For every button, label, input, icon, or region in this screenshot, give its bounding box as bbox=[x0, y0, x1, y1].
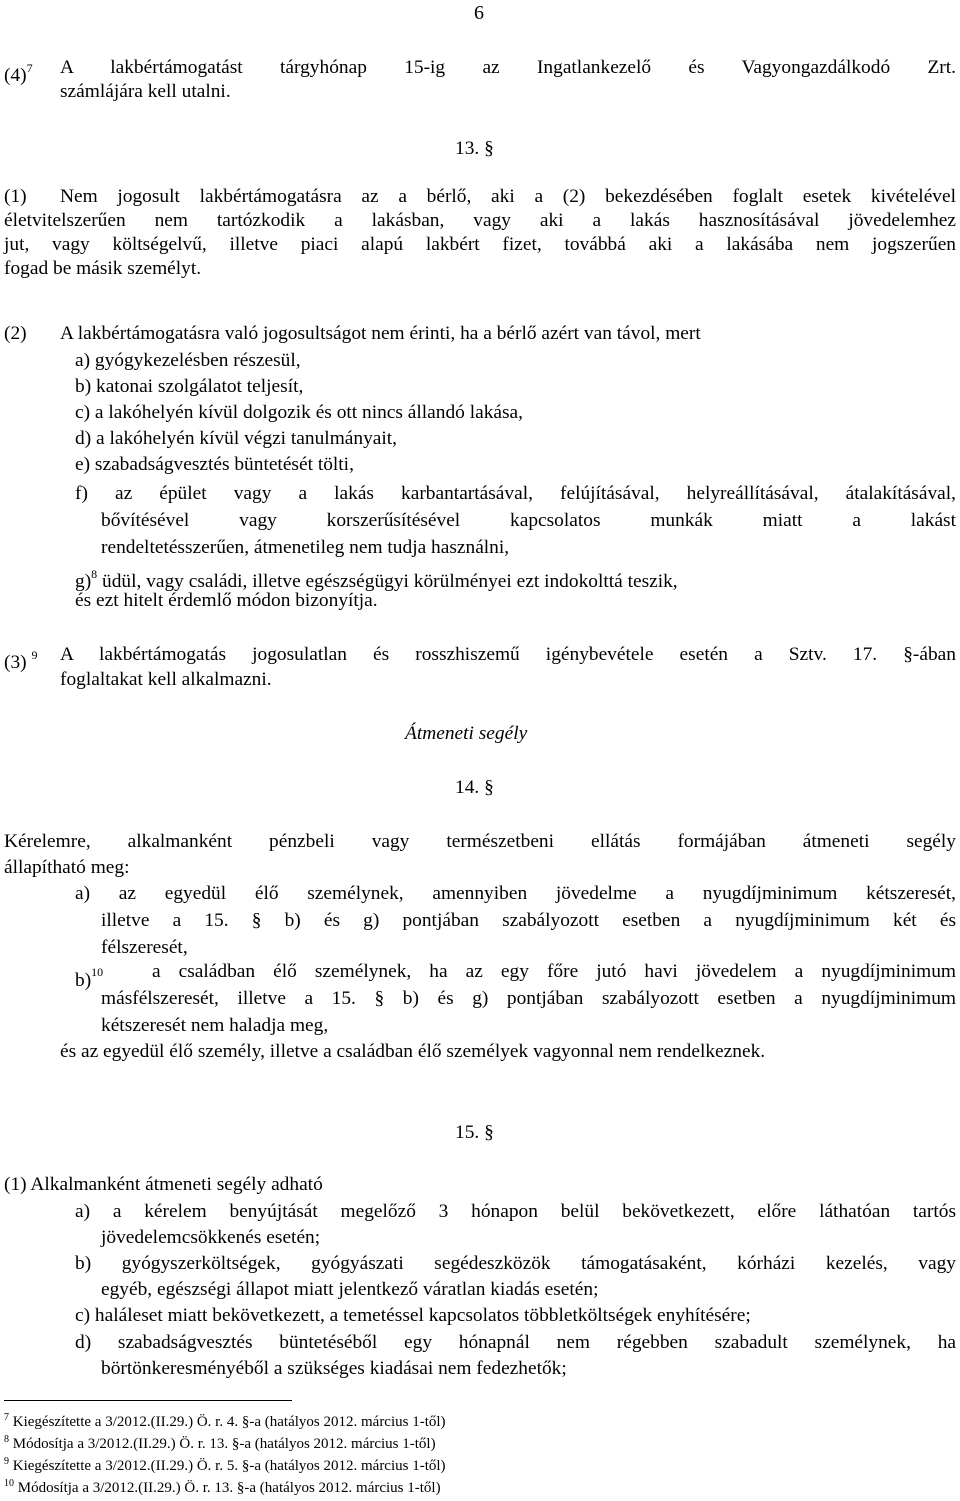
s14-closing: és az egyedül élő személy, illetve a családban élő személyek vagyonnal nem rendelkeznek. bbox=[60, 1041, 766, 1062]
s15-item-b-line-2: egyéb, egészségi állapot miatt jelentkező váratlan kiadás esetén; bbox=[101, 1279, 599, 1300]
section-15-heading: 15. § bbox=[455, 1122, 494, 1143]
p4-line-1: A lakbértámogatást tárgyhónap 15-ig az Ingatlankezelő és Vagyongazdálkodó Zrt. bbox=[60, 57, 956, 78]
s15-item-a-line-1: a) a kérelem benyújtását megelőző 3 hónapon belül bekövetkezett, előre láthatóan tartós bbox=[75, 1201, 956, 1222]
s14-item-a-line-2: illetve a 15. § b) és g) pontjában szabályozott esetben a nyugdíjminimum két és bbox=[101, 910, 956, 931]
section-13-heading: 13. § bbox=[455, 138, 494, 159]
s13-p2-item-f-line-3: rendeltetésszerűen, átmenetileg nem tudja használni, bbox=[101, 537, 510, 558]
footnote-8: $^8$ Módosítja a 3/2012.(II.29.) Ö. r. 13. §-a (hatályos 2012. március 1-től) bbox=[4, 1434, 436, 1452]
footnote-ref-10: 10 bbox=[91, 965, 104, 979]
s13-p2-item-c: c) a lakóhelyén kívül dolgozik és ott nincs állandó lakása, bbox=[75, 402, 524, 423]
s13-p3-line-1: A lakbértámogatás jogosulatlan és rosszhiszemű igénybevétele esetén a Sztv. 17. §-ában bbox=[60, 644, 956, 665]
s13-p2-closing: és ezt hitelt érdemlő módon bizonyítja. bbox=[75, 590, 378, 611]
footnote-ref-7: 7 bbox=[26, 61, 33, 75]
s14-item-b-label: b)$^{10}$ bbox=[75, 965, 104, 991]
s13-p3-line-2: foglaltakat kell alkalmazni. bbox=[60, 669, 272, 690]
s13-p1-number: (1) bbox=[4, 186, 27, 207]
s15-item-d-line-2: börtönkeresményéből a szükséges kiadásai nem fedezhetők; bbox=[101, 1358, 567, 1379]
s14-line-1: Kérelemre, alkalmanként pénzbeli vagy természetbeni ellátás formájában átmeneti segély bbox=[4, 831, 956, 852]
subtitle-atmeneti-segely: Átmeneti segély bbox=[405, 723, 528, 744]
s14-item-a-line-1: a) az egyedül élő személynek, amennyiben jövedelme a nyugdíjminimum kétszeresét, bbox=[75, 883, 956, 904]
s14-item-b-line-2: másfélszeresét, illetve a 15. § b) és g) pontjában szabályozott esetben a nyugdíjminimum bbox=[101, 988, 956, 1009]
footnote-ref-9: 9 bbox=[31, 648, 38, 662]
s13-p2-intro: A lakbértámogatásra való jogosultságot nem érinti, ha a bérlő azért van távol, mert bbox=[60, 323, 701, 344]
s15-p1: (1) Alkalmanként átmeneti segély adható bbox=[4, 1174, 323, 1195]
s15-item-d-line-1: d) szabadságvesztés büntetéséből egy hónapnál nem régebben szabadult személynek, ha bbox=[75, 1332, 956, 1353]
footnote-7: $^7$ Kiegészítette a 3/2012.(II.29.) Ö. r. 4. §-a (hatályos 2012. március 1-től) bbox=[4, 1412, 446, 1430]
s13-p1-line-2: életvitelszerűen nem tartózkodik a lakásban, vagy aki a lakás hasznosításával jövedelemhez bbox=[4, 210, 956, 231]
p4-line-2: számlájára kell utalni. bbox=[60, 81, 231, 102]
s13-p3-number: (3) $^9$ bbox=[4, 648, 38, 673]
s13-p2-item-e: e) szabadságvesztés büntetését tölti, bbox=[75, 454, 354, 475]
s13-p1-line-4: fogad be másik személyt. bbox=[4, 258, 202, 279]
paragraph-number-4: $(4)^7$ bbox=[4, 61, 33, 86]
s13-p2-item-g: g)$^8$ üdül, vagy családi, illetve egészségügyi körülményei ezt indokolttá teszik, bbox=[75, 567, 678, 592]
s13-p1-line-1: Nem jogosult lakbértámogatásra az a bérlő, aki a (2) bekezdésében foglalt esetek kivételével bbox=[60, 186, 956, 207]
section-14-heading: 14. § bbox=[455, 777, 494, 798]
s14-item-b-line-3: kétszeresét nem haladja meg, bbox=[101, 1015, 329, 1036]
page-number: 6 bbox=[474, 2, 484, 24]
s14-item-a-line-3: félszeresét, bbox=[101, 937, 188, 958]
footnote-separator bbox=[4, 1400, 292, 1401]
s13-p2-item-f-line-1: f) az épület vagy a lakás karbantartásával, felújításával, helyreállításával, átalakításával, bbox=[75, 483, 956, 504]
s13-p2-item-b: b) katonai szolgálatot teljesít, bbox=[75, 376, 304, 397]
s13-p2-item-a: a) gyógykezelésben részesül, bbox=[75, 350, 301, 371]
s13-p2-item-d: d) a lakóhelyén kívül végzi tanulmányait, bbox=[75, 428, 398, 449]
s15-item-b-line-1: b) gyógyszerköltségek, gyógyászati segédeszközök támogatásaként, kórházi kezelés, vagy bbox=[75, 1253, 956, 1274]
s14-line-2: állapítható meg: bbox=[4, 857, 130, 878]
footnote-9: $^9$ Kiegészítette a 3/2012.(II.29.) Ö. r. 5. §-a (hatályos 2012. március 1-től) bbox=[4, 1456, 446, 1474]
s13-p1-line-3: jut, vagy költségelvű, illetve piaci alapú lakbért fizet, továbbá aki a lakásába nem jogszerűen bbox=[4, 234, 956, 255]
s15-item-c: c) haláleset miatt bekövetkezett, a temetéssel kapcsolatos többletköltségek enyhítésére; bbox=[75, 1305, 751, 1326]
s15-item-a-line-2: jövedelemcsökkenés esetén; bbox=[101, 1227, 321, 1248]
footnote-10: $^{10}$ Módosítja a 3/2012.(II.29.) Ö. r. 13. §-a (hatályos 2012. március 1-től) bbox=[4, 1478, 441, 1496]
footnote-ref-8: 8 bbox=[91, 567, 98, 581]
s13-p2-number: (2) bbox=[4, 323, 27, 344]
s13-p2-item-f-line-2: bővítésével vagy korszerűsítésével kapcsolatos munkák miatt a lakást bbox=[101, 510, 956, 531]
s14-item-b-line-1: a családban élő személynek, ha az egy főre jutó havi jövedelem a nyugdíjminimum bbox=[152, 961, 956, 982]
